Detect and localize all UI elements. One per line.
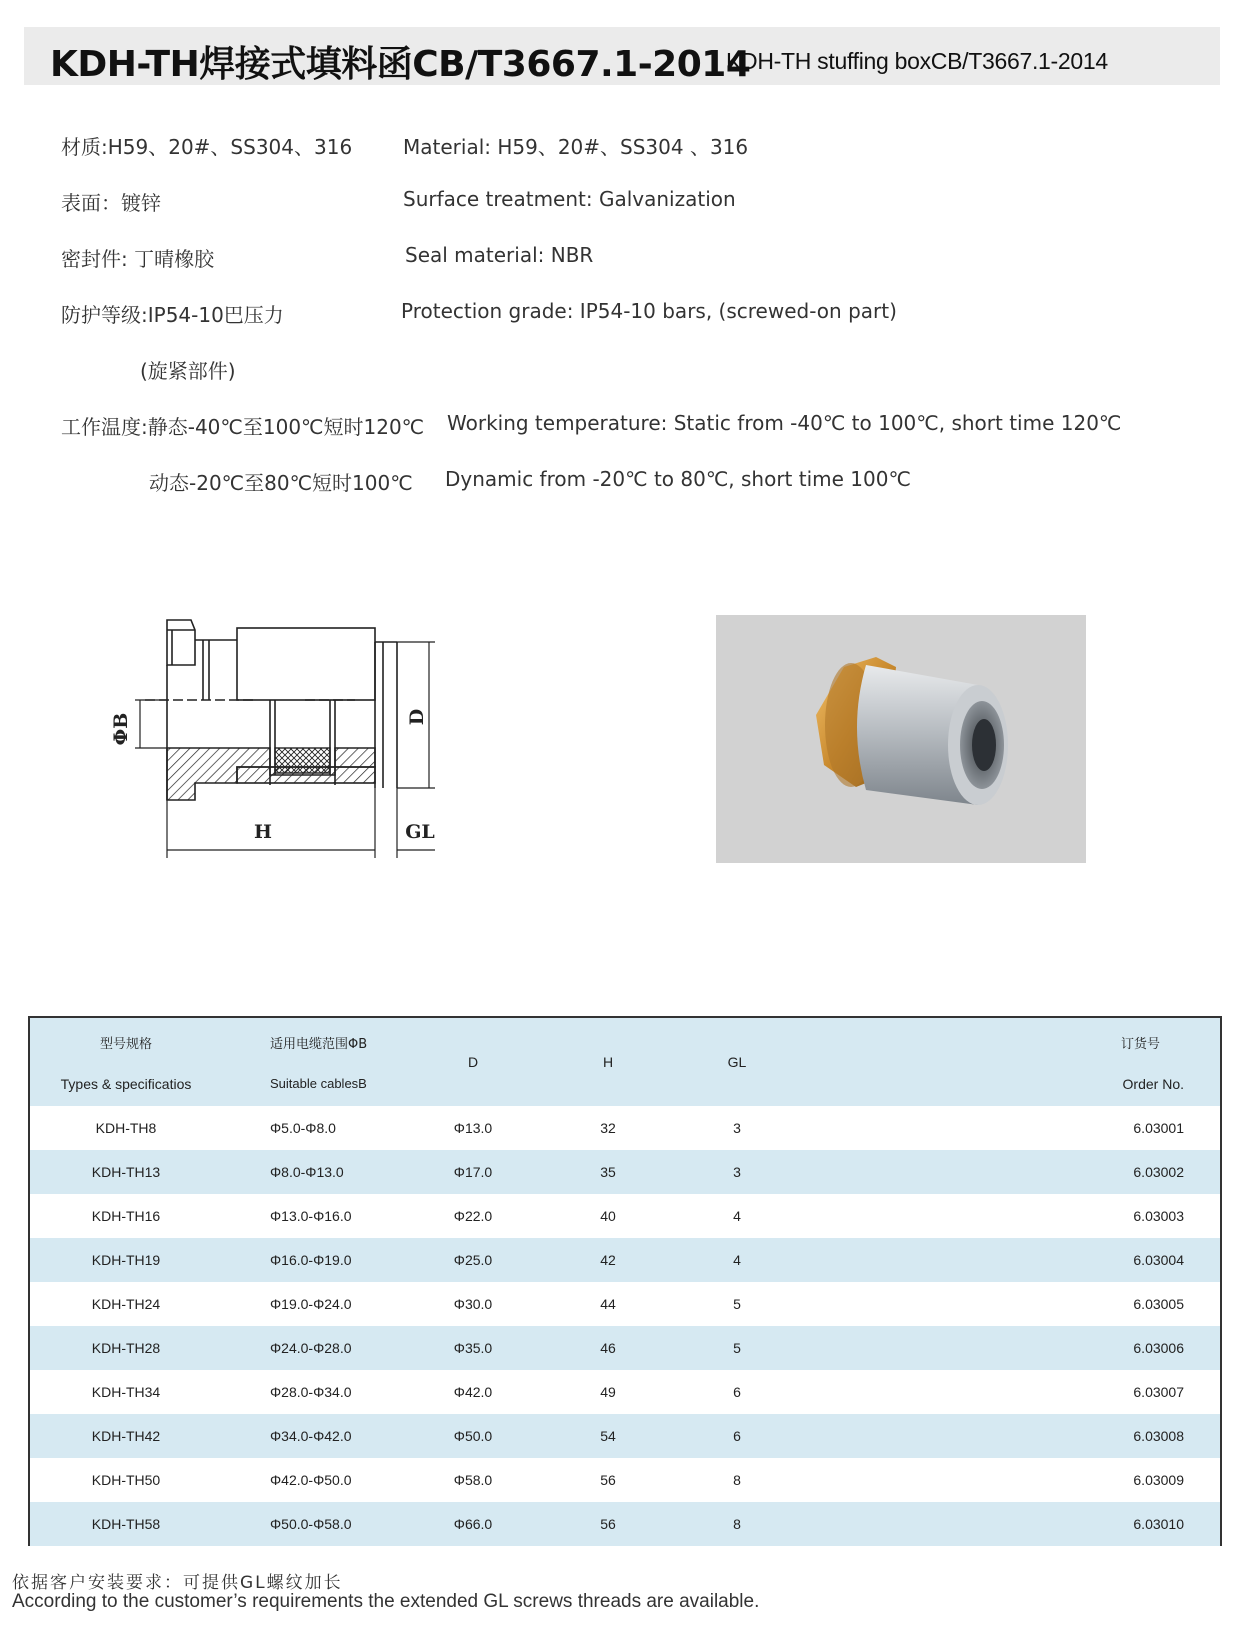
cell-type: KDH-TH50	[91, 1472, 161, 1488]
header-type-cn: 型号规格	[99, 1036, 152, 1052]
header-type	[30, 1018, 222, 1106]
cell-h: 49	[600, 1384, 616, 1400]
header-order-cn: 订货号	[1120, 1036, 1160, 1052]
cell-order: 6.03010	[1133, 1516, 1184, 1532]
cell-order: 6.03005	[1133, 1296, 1184, 1312]
table-row	[30, 1326, 1220, 1370]
cell-type: KDH-TH58	[91, 1516, 161, 1532]
table-row	[30, 1238, 1220, 1282]
cell-gl: 4	[733, 1208, 741, 1224]
cell-d: Φ13.0	[453, 1120, 493, 1136]
header-type-en: Types & specificatios	[60, 1075, 192, 1092]
header-h: H	[602, 1054, 614, 1070]
stuffing-box-image	[716, 615, 1086, 863]
cell-cable: Φ16.0-Φ19.0	[270, 1252, 352, 1268]
technical-drawing	[105, 605, 465, 870]
protection-cn-note: (旋紧部件)	[140, 359, 236, 383]
footer-note-cn: 依据客户安装要求：可提供GL螺纹加长	[12, 1573, 343, 1593]
header-gl: GL	[727, 1054, 747, 1070]
cell-type: KDH-TH28	[91, 1340, 161, 1356]
seal-en: Seal material: NBR	[405, 243, 594, 267]
table-row	[30, 1150, 1220, 1194]
spec-table-grid	[30, 1018, 1220, 1546]
cell-cable: Φ8.0-Φ13.0	[270, 1164, 344, 1180]
cell-h: 40	[600, 1208, 616, 1224]
cell-type: KDH-TH19	[91, 1252, 161, 1268]
label-d: D	[406, 708, 428, 726]
cell-h: 54	[600, 1428, 616, 1444]
cell-type: KDH-TH34	[91, 1384, 161, 1400]
spec-table	[28, 1016, 1222, 1546]
cell-order: 6.03002	[1133, 1164, 1184, 1180]
table-header-row	[30, 1018, 1220, 1106]
dynamic-en: Dynamic from -20℃ to 80℃, short time 100℃	[445, 467, 911, 491]
protection-cn: 防护等级:IP54-10巴压力	[61, 303, 284, 327]
cell-gl: 4	[733, 1252, 741, 1268]
cell-cable: Φ34.0-Φ42.0	[270, 1428, 352, 1444]
table-row	[30, 1194, 1220, 1238]
temperature-cn: 工作温度:静态-40℃至100℃短时120℃	[61, 415, 425, 439]
surface-cn: 表面：镀锌	[61, 191, 161, 215]
cell-cable: Φ42.0-Φ50.0	[270, 1472, 352, 1488]
cell-h: 56	[600, 1472, 616, 1488]
cell-cable: Φ13.0-Φ16.0	[270, 1208, 352, 1224]
cell-cable: Φ50.0-Φ58.0	[270, 1516, 352, 1532]
header-order	[786, 1018, 1220, 1106]
table-row	[30, 1458, 1220, 1502]
cell-d: Φ66.0	[453, 1516, 493, 1532]
cell-h: 46	[600, 1340, 616, 1356]
label-gl: GL	[405, 821, 435, 843]
cell-cable: Φ28.0-Φ34.0	[270, 1384, 352, 1400]
table-row	[30, 1502, 1220, 1546]
label-h: H	[254, 821, 272, 843]
product-photo	[716, 615, 1086, 863]
cell-type: KDH-TH13	[91, 1164, 161, 1180]
cell-order: 6.03004	[1133, 1252, 1184, 1268]
label-b: ΦB	[110, 712, 132, 746]
seal-cn: 密封件: 丁晴橡胶	[61, 247, 215, 271]
material-cn: 材质:H59、20#、SS304、316	[61, 135, 353, 159]
cell-order: 6.03007	[1133, 1384, 1184, 1400]
cell-d: Φ22.0	[453, 1208, 493, 1224]
cell-h: 56	[600, 1516, 616, 1532]
cell-gl: 5	[733, 1296, 741, 1312]
header-cable-cn: 适用电缆范围ΦB	[270, 1037, 368, 1052]
cell-order: 6.03006	[1133, 1340, 1184, 1356]
cell-gl: 6	[733, 1428, 741, 1444]
cell-h: 44	[600, 1296, 616, 1312]
cell-d: Φ30.0	[453, 1296, 493, 1312]
cell-gl: 8	[733, 1472, 741, 1488]
table-row	[30, 1106, 1220, 1150]
header-cable	[222, 1018, 418, 1106]
footer-note-en: According to the customer’s requirements the extended GL screws threads are available.	[12, 1591, 760, 1612]
header-order-en: Order No.	[1122, 1075, 1184, 1092]
table-row	[30, 1370, 1220, 1414]
header-cable-en: Suitable cablesB	[270, 1076, 367, 1091]
header-d: D	[467, 1054, 479, 1070]
cell-h: 42	[600, 1252, 616, 1268]
material-en: Material: H59、20#、SS304 、316	[403, 135, 749, 159]
cell-gl: 3	[733, 1164, 741, 1180]
cell-order: 6.03009	[1133, 1472, 1184, 1488]
table-row	[30, 1282, 1220, 1326]
protection-en: Protection grade: IP54-10 bars, (screwed-on part)	[401, 299, 897, 323]
cell-type: KDH-TH24	[91, 1296, 161, 1312]
cell-cable: Φ19.0-Φ24.0	[270, 1296, 352, 1312]
page-title: KDH-TH焊接式填料函CB/T3667.1-2014	[50, 44, 751, 85]
cell-d: Φ58.0	[453, 1472, 493, 1488]
cell-cable: Φ24.0-Φ28.0	[270, 1340, 352, 1356]
cell-type: KDH-TH42	[91, 1428, 161, 1444]
cell-d: Φ50.0	[453, 1428, 493, 1444]
cell-h: 32	[600, 1120, 616, 1136]
cell-cable: Φ5.0-Φ8.0	[270, 1120, 336, 1136]
cell-d: Φ25.0	[453, 1252, 493, 1268]
cell-d: Φ35.0	[453, 1340, 493, 1356]
cell-gl: 8	[733, 1516, 741, 1532]
cell-gl: 6	[733, 1384, 741, 1400]
cell-d: Φ42.0	[453, 1384, 493, 1400]
surface-en: Surface treatment: Galvanization	[403, 187, 736, 211]
cell-order: 6.03003	[1133, 1208, 1184, 1224]
page-title-en: KDH-TH stuffing boxCB/T3667.1-2014	[726, 48, 1108, 74]
table-row	[30, 1414, 1220, 1458]
dynamic-cn: 动态-20℃至80℃短时100℃	[149, 471, 413, 495]
cell-h: 35	[600, 1164, 616, 1180]
cell-order: 6.03001	[1133, 1120, 1184, 1136]
cell-gl: 3	[733, 1120, 741, 1136]
cell-type: KDH-TH16	[91, 1208, 161, 1224]
cell-d: Φ17.0	[453, 1164, 493, 1180]
temperature-en: Working temperature: Static from -40℃ to 100℃, short time 120℃	[447, 411, 1122, 435]
cell-gl: 5	[733, 1340, 741, 1356]
cell-order: 6.03008	[1133, 1428, 1184, 1444]
cell-type: KDH-TH8	[95, 1120, 157, 1136]
